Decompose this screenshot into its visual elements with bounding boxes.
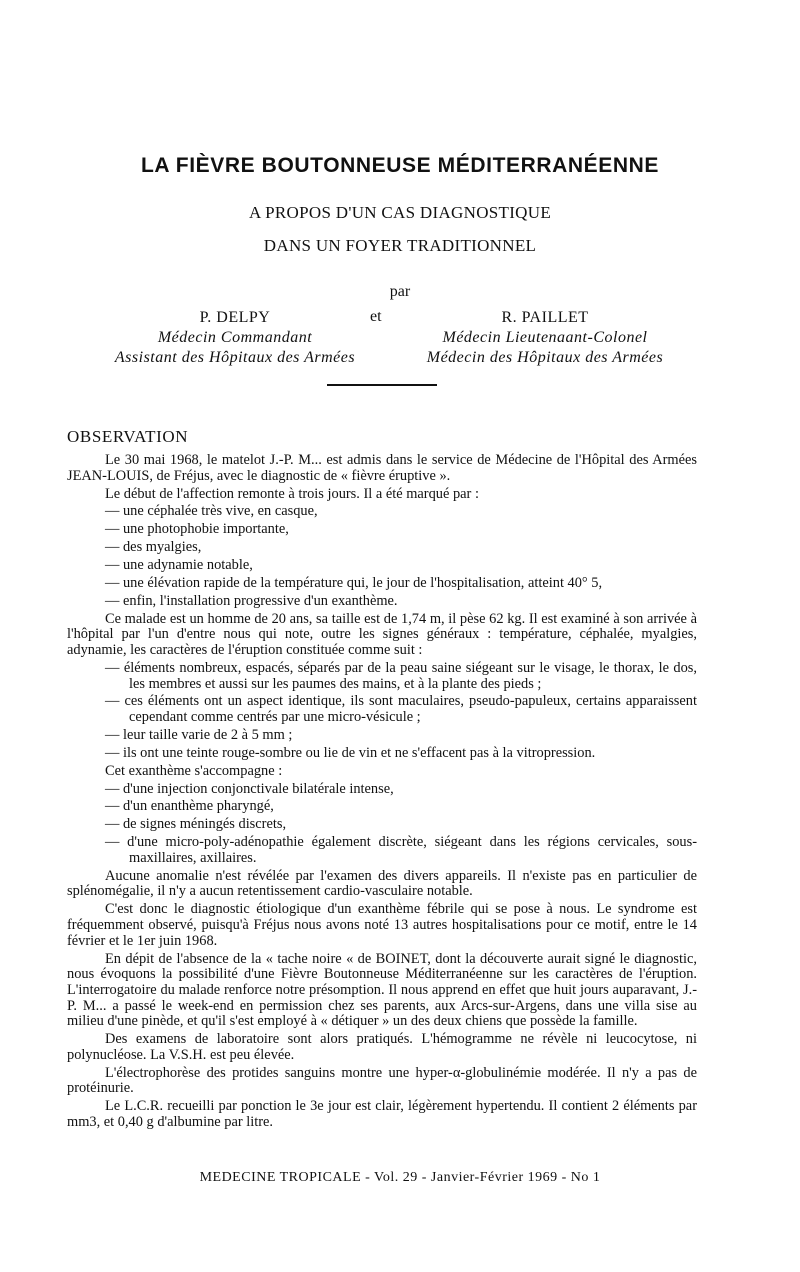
author-role: Médecin Commandant bbox=[157, 329, 313, 346]
author-block-2 bbox=[405, 308, 685, 368]
author-name: P. DELPY bbox=[199, 309, 271, 326]
by-label: par bbox=[389, 283, 411, 300]
paragraph: Cet exanthème s'accompagne : bbox=[105, 762, 283, 779]
author-affiliation: Médecin des Hôpitaux des Armées bbox=[426, 349, 664, 366]
article-subtitle-2: DANS UN FOYER TRADITIONNEL bbox=[263, 236, 537, 255]
list-item: — d'une injection conjonctivale bilatérale intense, bbox=[105, 780, 394, 797]
list-item: — leur taille varie de 2 à 5 mm ; bbox=[105, 726, 293, 743]
article-title: LA FIÈVRE BOUTONNEUSE MÉDITERRANÉENNE bbox=[140, 154, 660, 177]
author-name: R. PAILLET bbox=[501, 309, 589, 326]
list-item: — une adynamie notable, bbox=[105, 557, 253, 573]
separator-rule bbox=[327, 384, 437, 386]
author-block-1 bbox=[90, 308, 380, 368]
paragraph: Aucune anomalie n'est révélée par l'examen des divers appareils. Il n'existe pas en particulier de splénomégalie, il n'y a aucun retentissement cardio-vasculaire notable. bbox=[67, 867, 697, 900]
list-item: — enfin, l'installation progressive d'un exanthème. bbox=[105, 592, 398, 609]
author-role: Médecin Lieutenaant-Colonel bbox=[442, 329, 648, 346]
list-item: — une élévation rapide de la température qui, le jour de l'hospitalisation, atteint 40° 5, bbox=[105, 574, 603, 591]
article-body bbox=[67, 453, 697, 1133]
and-label: et bbox=[370, 308, 382, 325]
paragraph: Des examens de laboratoire sont alors pratiqués. L'hémogramme ne révèle ni leucocytose, ni polynucléose. La V.S.H. est peu élevée. bbox=[67, 1031, 697, 1063]
list-item: — ils ont une teinte rouge-sombre ou lie de vin et ne s'effacent pas à la vitropression. bbox=[105, 744, 596, 761]
article-subtitle-1: A PROPOS D'UN CAS DIAGNOSTIQUE bbox=[248, 203, 552, 222]
paragraph: Le L.C.R. recueilli par ponction le 3e jour est clair, légèrement hypertendu. Il contient 2 éléments par mm3, et 0,40 g d'albumine par litre. bbox=[67, 1098, 697, 1131]
section-heading: OBSERVATION bbox=[67, 427, 189, 446]
paragraph: Le début de l'affection remonte à trois jours. Il a été marqué par : bbox=[105, 485, 479, 502]
paragraph: En dépit de l'absence de la « tache noire « de BOINET, dont la découverte aurait signé le diagnostic, nous évoquons la possibilité d'une Fièvre Boutonneuse Méditerranéenne sur les caractères de l'éruption. L'interrogatoire du malade renforce notre présomption. Il nous apprend en effet que huit jours auparavant, J.-P. M... a passé le week-end en permission chez ses parents, aux Arcs-sur-Argens, dans une villa sise au milieu d'une pinède, et qu'il s'est employé à « détiquer » un des deux chiens que possède la famille. bbox=[67, 950, 697, 1030]
paragraph: C'est donc le diagnostic étiologique d'un exanthème fébrile qui se pose à nous. Le syndrome est fréquemment observé, puisqu'à Fréjus nous avons noté 13 autres hospitalisations pour ce motif, entre le 14 février et le 1er juin 1968. bbox=[67, 901, 697, 949]
author-affiliation: Assistant des Hôpitaux des Armées bbox=[114, 349, 356, 366]
list-item: — éléments nombreux, espacés, séparés par de la peau saine siégeant sur le visage, le thorax, le dos, les membres et aussi sur les paumes des mains, et à la plante des pieds ; bbox=[105, 659, 697, 692]
list-item: — de signes méningés discrets, bbox=[105, 816, 287, 833]
list-item: — une céphalée très vive, en casque, bbox=[105, 503, 318, 520]
list-item: — des myalgies, bbox=[105, 539, 202, 556]
list-item: — d'une micro-poly-adénopathie également discrète, siégeant dans les régions cervicales, sous-maxillaires, axillaires. bbox=[105, 834, 697, 866]
paragraph: L'électrophorèse des protides sanguins montre une hyper-α-globulinémie modérée. Il n'y a pas de protéinurie. bbox=[67, 1064, 697, 1097]
list-item: — d'un enanthème pharyngé, bbox=[105, 798, 274, 815]
journal-footer: MEDECINE TROPICALE - Vol. 29 - Janvier-Février 1969 - No 1 bbox=[199, 1170, 601, 1185]
paragraph: Ce malade est un homme de 20 ans, sa taille est de 1,74 m, il pèse 62 kg. Il est examiné à son arrivée à l'hôpital par l'un d'entre nous qui note, outre les signes généraux : température, céphalée, myalgies, adynamie, les caractères de l'éruption constituée comme suit : bbox=[67, 610, 697, 658]
list-item: — une photophobie importante, bbox=[105, 521, 289, 538]
list-item: — ces éléments ont un aspect identique, ils sont maculaires, pseudo-papuleux, certains apparaissent cependant comme centrés par une micro-vésicule ; bbox=[105, 693, 697, 726]
paragraph: Le 30 mai 1968, le matelot J.-P. M... est admis dans le service de Médecine de l'Hôpital des Armées JEAN-LOUIS, de Fréjus, avec le diagnostic de « fièvre éruptive ». bbox=[67, 452, 697, 484]
